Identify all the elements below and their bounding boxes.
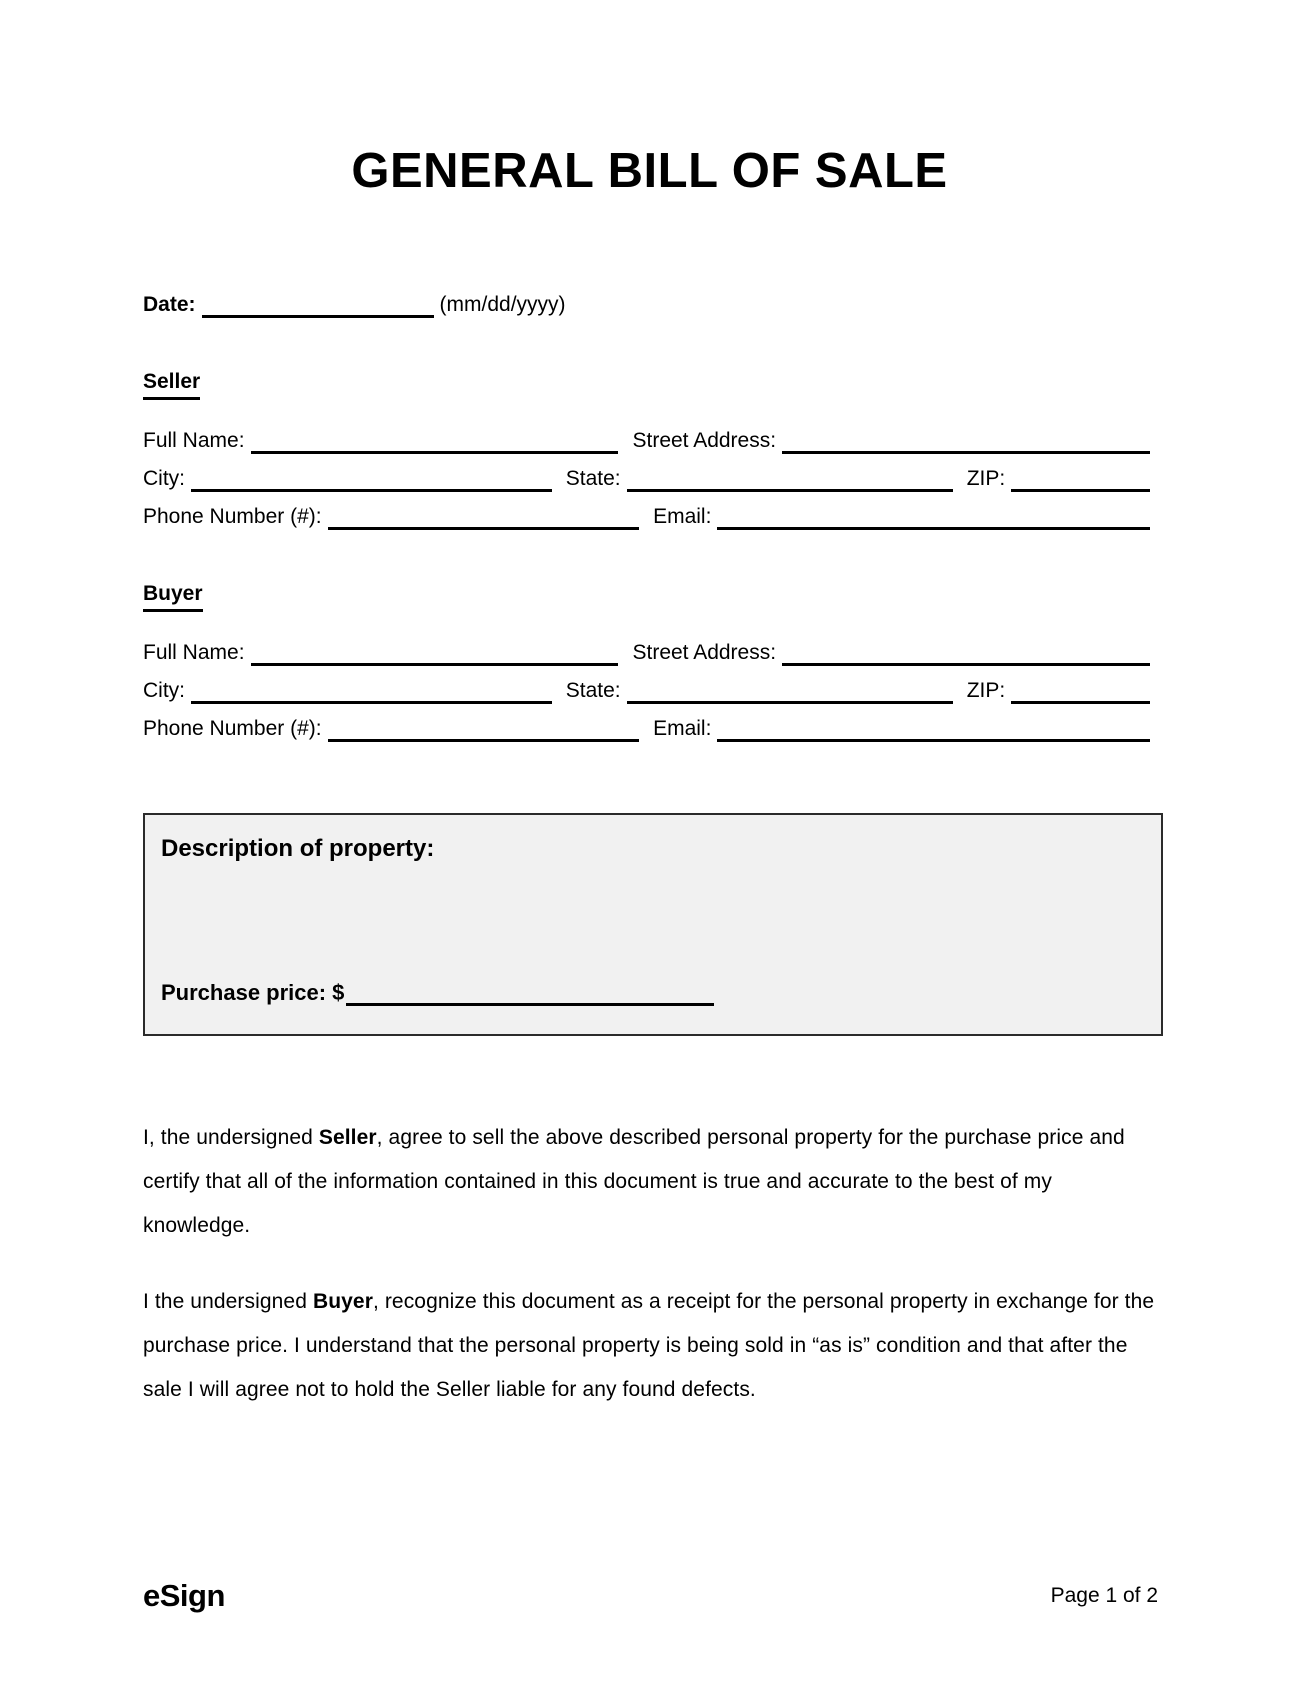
buyer-phone-email-row xyxy=(143,716,1156,742)
seller-phone-email-row xyxy=(143,504,1156,530)
description-of-property-label: Description of property: xyxy=(161,835,435,862)
buyer-zip-label: ZIP: xyxy=(966,679,1006,702)
seller-name-address-row xyxy=(143,428,1156,454)
seller-street-address-label: Street Address: xyxy=(632,429,777,452)
buyer-email-label: Email: xyxy=(653,717,712,740)
buyer-statement-pre: I the undersigned xyxy=(143,1290,313,1313)
seller-city-label: City: xyxy=(143,467,185,490)
seller-phone-fill-line xyxy=(328,508,639,530)
seller-email-label: Email: xyxy=(653,505,712,528)
seller-email-fill-line xyxy=(717,508,1150,530)
buyer-city-label: City: xyxy=(143,679,185,702)
buyer-full-name-fill-line xyxy=(251,644,619,666)
seller-zip-fill-line xyxy=(1011,470,1150,492)
buyer-city-fill-line xyxy=(191,682,552,704)
date-row xyxy=(143,292,1156,318)
seller-zip-label: ZIP: xyxy=(966,467,1006,490)
seller-phone-label: Phone Number (#): xyxy=(143,505,322,528)
date-label: Date: xyxy=(143,293,196,316)
esign-logo: eSign xyxy=(143,1578,225,1613)
currency-symbol: $ xyxy=(332,980,345,1005)
property-description-box xyxy=(143,813,1163,1036)
buyer-street-address-fill-line xyxy=(782,644,1150,666)
buyer-statement-post: , recognize this document as a receipt for the personal property in exchange for the purchase price. I understand that the personal property is being sold in “as is” condition and that after the sale I will agree not to hold the Seller liable for any found defects. xyxy=(143,1290,1155,1401)
buyer-name-address-row xyxy=(143,640,1156,666)
buyer-city-state-zip-row xyxy=(143,678,1156,704)
seller-full-name-label: Full Name: xyxy=(143,429,245,452)
seller-street-address-fill-line xyxy=(782,432,1150,454)
buyer-section-heading xyxy=(143,582,1156,612)
seller-city-state-zip-row xyxy=(143,466,1156,492)
buyer-full-name-label: Full Name: xyxy=(143,641,245,664)
date-fill-line xyxy=(202,296,434,318)
buyer-state-fill-line xyxy=(627,682,953,704)
buyer-phone-fill-line xyxy=(328,720,639,742)
buyer-state-label: State: xyxy=(565,679,621,702)
seller-full-name-fill-line xyxy=(251,432,619,454)
date-format-hint: (mm/dd/yyyy) xyxy=(439,293,566,316)
page-footer xyxy=(143,1578,1158,1614)
buyer-statement-bold-word: Buyer xyxy=(312,1290,373,1313)
buyer-phone-label: Phone Number (#): xyxy=(143,717,322,740)
seller-state-fill-line xyxy=(627,470,953,492)
buyer-email-fill-line xyxy=(717,720,1150,742)
seller-section-heading xyxy=(143,370,1156,400)
seller-city-fill-line xyxy=(191,470,552,492)
seller-state-label: State: xyxy=(565,467,621,490)
purchase-price-row xyxy=(161,980,1145,1006)
seller-statement-post: , agree to sell the above described personal property for the purchase price and certify that all of the information contained in this document is true and accurate to the best of my knowledge. xyxy=(143,1126,1125,1237)
buyer-statement-paragraph xyxy=(143,1280,1156,1412)
page-title: GENERAL BILL OF SALE xyxy=(351,144,948,198)
purchase-price-fill-line xyxy=(346,984,714,1006)
buyer-street-address-label: Street Address: xyxy=(632,641,777,664)
seller-statement-pre: I, the undersigned xyxy=(143,1126,319,1149)
seller-statement-paragraph xyxy=(143,1116,1156,1248)
purchase-price-label: Purchase price: xyxy=(161,980,327,1005)
seller-statement-bold-word: Seller xyxy=(318,1126,377,1149)
buyer-zip-fill-line xyxy=(1011,682,1150,704)
buyer-heading-text: Buyer xyxy=(143,582,203,612)
page-number: Page 1 of 2 xyxy=(1050,1584,1158,1607)
seller-heading-text: Seller xyxy=(143,370,200,400)
